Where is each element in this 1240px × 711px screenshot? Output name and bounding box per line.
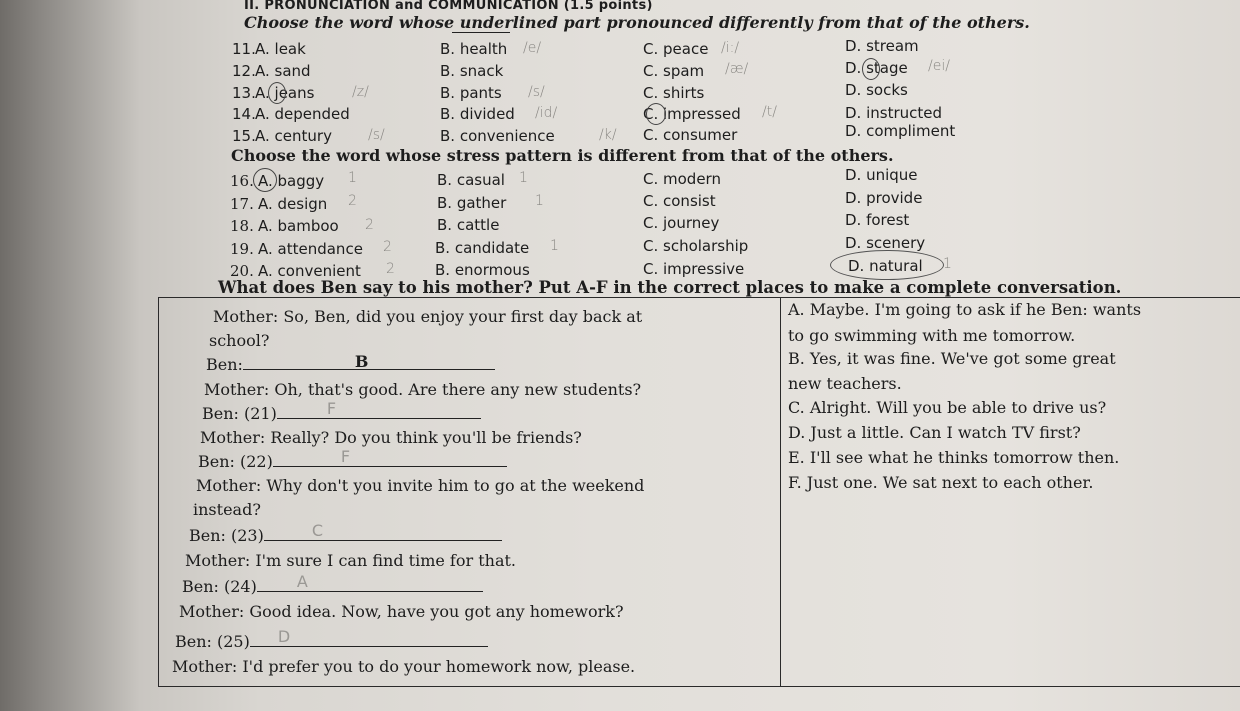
handwritten-note: 1 — [535, 193, 544, 209]
option-d: D. forest — [845, 211, 910, 229]
option-line: C. Alright. Will you be able to drive us? — [788, 398, 1107, 417]
handwritten-answer: A — [296, 572, 308, 591]
table-divider — [780, 297, 781, 686]
option-d: D. unique — [845, 166, 918, 184]
option-b: B. pants — [440, 84, 502, 102]
dialogue-line: Mother: Why don't you invite him to go at the weekend — [196, 476, 645, 495]
handwritten-note: /id/ — [535, 105, 558, 121]
option-d: D. socks — [845, 81, 908, 99]
handwritten-note: /s/ — [528, 84, 545, 100]
handwritten-note: /z/ — [352, 84, 369, 100]
option-a: A. design — [258, 195, 328, 213]
example-answer: B — [354, 352, 369, 371]
answer-blank[interactable] — [264, 521, 502, 541]
handwritten-note: 2 — [365, 217, 374, 233]
dialogue-line: Mother: Good idea. Now, have you got any homework? — [179, 602, 624, 621]
dialogue-line-21 — [202, 399, 481, 423]
handwritten-answer: F — [340, 447, 351, 466]
answer-circle — [253, 168, 277, 192]
speaker-label: Ben: (22) — [198, 452, 273, 471]
handwritten-note: 1 — [348, 170, 357, 186]
dialogue-line-22 — [198, 447, 507, 471]
option-c: C. impressive — [643, 260, 745, 278]
answer-blank[interactable] — [277, 399, 481, 419]
dialogue-line: Mother: I'd prefer you to do your homework now, please. — [172, 657, 636, 676]
option-c: C. spam — [643, 62, 705, 80]
question-number: 12. — [232, 62, 256, 80]
option-c: C. journey — [643, 214, 720, 232]
option-a: A. depended — [255, 105, 350, 123]
handwritten-note: /s/ — [368, 127, 385, 143]
question-number: 14. — [232, 105, 256, 123]
dialogue-line: Mother: Really? Do you think you'll be friends? — [200, 428, 582, 447]
option-a: A. baggy — [258, 172, 325, 190]
handwritten-note: /e/ — [523, 40, 542, 56]
handwritten-answer: F — [326, 399, 337, 418]
dialogue-line: instead? — [193, 500, 261, 519]
option-d: D. compliment — [845, 122, 956, 140]
handwritten-note: 2 — [348, 193, 357, 209]
instruction-underline — [452, 32, 510, 33]
question-number: 19. — [230, 240, 254, 258]
option-a: A. leak — [255, 40, 306, 58]
answer-blank[interactable] — [257, 572, 483, 592]
option-c: C. peace — [643, 40, 709, 58]
speaker-label: Ben: (25) — [175, 632, 250, 651]
option-c: C. shirts — [643, 84, 705, 102]
dialogue-line: school? — [209, 331, 270, 350]
handwritten-note: 1 — [550, 238, 559, 254]
option-line: A. Maybe. I'm going to ask if he Ben: wants — [788, 300, 1142, 319]
question-number: 18. — [230, 217, 254, 235]
speaker-label: Ben: — [206, 355, 243, 374]
instruction-stress: Choose the word whose stress pattern is different from that of the others. — [231, 146, 894, 165]
question-number: 13. — [232, 84, 256, 102]
option-d: D. scenery — [845, 234, 926, 252]
handwritten-note: 1 — [943, 256, 952, 272]
option-d: D. stream — [845, 37, 919, 55]
dialogue-line: Mother: So, Ben, did you enjoy your first day back at — [213, 307, 643, 326]
option-b: B. cattle — [437, 216, 500, 234]
option-b: B. snack — [440, 62, 504, 80]
answer-blank[interactable] — [243, 352, 495, 371]
option-c: C. impressed — [643, 105, 741, 123]
option-a: A. century — [255, 127, 332, 145]
option-line: new teachers. — [788, 374, 902, 393]
option-b: B. enormous — [435, 261, 530, 279]
option-b: B. divided — [440, 105, 515, 123]
handwritten-note: 2 — [386, 261, 395, 277]
handwritten-note: /t/ — [762, 104, 777, 120]
option-a: A. bamboo — [258, 217, 339, 235]
answer-blank[interactable] — [250, 627, 488, 647]
answer-blank[interactable] — [273, 447, 507, 467]
handwritten-note: 1 — [519, 170, 528, 186]
option-line: E. I'll see what he thinks tomorrow then. — [788, 448, 1120, 467]
option-d: D. instructed — [845, 104, 943, 122]
option-d: D. provide — [845, 189, 923, 207]
option-b: B. candidate — [435, 239, 530, 257]
question-number: 16. — [230, 172, 254, 190]
instruction-conversation: What does Ben say to his mother? Put A-F in the correct places to make a complete conversation. — [218, 278, 1122, 297]
section-title: II. PRONUNCIATION and COMMUNICATION (1.5 points) — [244, 0, 653, 13]
option-c: C. consumer — [643, 126, 738, 144]
handwritten-note: /æ/ — [725, 61, 749, 77]
handwritten-note: /ei/ — [928, 58, 950, 74]
option-line: to go swimming with me tomorrow. — [788, 326, 1076, 345]
handwritten-answer: C — [311, 521, 324, 540]
option-b: B. convenience — [440, 127, 555, 145]
option-a: A. jeans — [255, 84, 315, 102]
option-b: B. casual — [437, 171, 505, 189]
answer-circle — [862, 58, 880, 80]
dialogue-line-example — [206, 352, 495, 374]
option-b: B. health — [440, 40, 508, 58]
handwritten-note: /i:/ — [721, 40, 740, 56]
option-a: A. convenient — [258, 262, 361, 280]
option-a: A. attendance — [258, 240, 363, 258]
question-number: 17. — [230, 195, 254, 213]
option-c: C. scholarship — [643, 237, 749, 255]
answer-circle — [830, 250, 944, 280]
question-number: 15. — [232, 127, 256, 145]
handwritten-note: 2 — [383, 239, 392, 255]
option-a: A. sand — [255, 62, 311, 80]
answer-circle — [268, 82, 286, 104]
handwritten-note: /k/ — [599, 127, 617, 143]
option-d: D. natural — [848, 257, 923, 275]
option-b: B. gather — [437, 194, 507, 212]
handwritten-answer: D — [277, 627, 291, 646]
dialogue-line-24 — [182, 572, 483, 596]
dialogue-line: Mother: Oh, that's good. Are there any new students? — [204, 380, 642, 399]
speaker-label: Ben: (23) — [189, 526, 264, 545]
option-line: D. Just a little. Can I watch TV first? — [788, 423, 1081, 442]
option-d: D. stage — [845, 59, 908, 77]
question-number: 20. — [230, 262, 254, 280]
speaker-label: Ben: (21) — [202, 404, 277, 423]
dialogue-line-23 — [189, 521, 502, 545]
dialogue-line: Mother: I'm sure I can find time for that. — [185, 551, 516, 570]
option-c: C. modern — [643, 170, 721, 188]
dialogue-line-25 — [175, 627, 488, 651]
instruction-pronunciation: Choose the word whose underlined part pronounced differently from that of the others. — [244, 13, 1030, 32]
answer-circle — [646, 103, 666, 125]
option-line: B. Yes, it was fine. We've got some great — [788, 349, 1116, 368]
question-number: 11. — [232, 40, 256, 58]
option-c: C. consist — [643, 192, 716, 210]
speaker-label: Ben: (24) — [182, 577, 257, 596]
option-line: F. Just one. We sat next to each other. — [788, 473, 1094, 492]
